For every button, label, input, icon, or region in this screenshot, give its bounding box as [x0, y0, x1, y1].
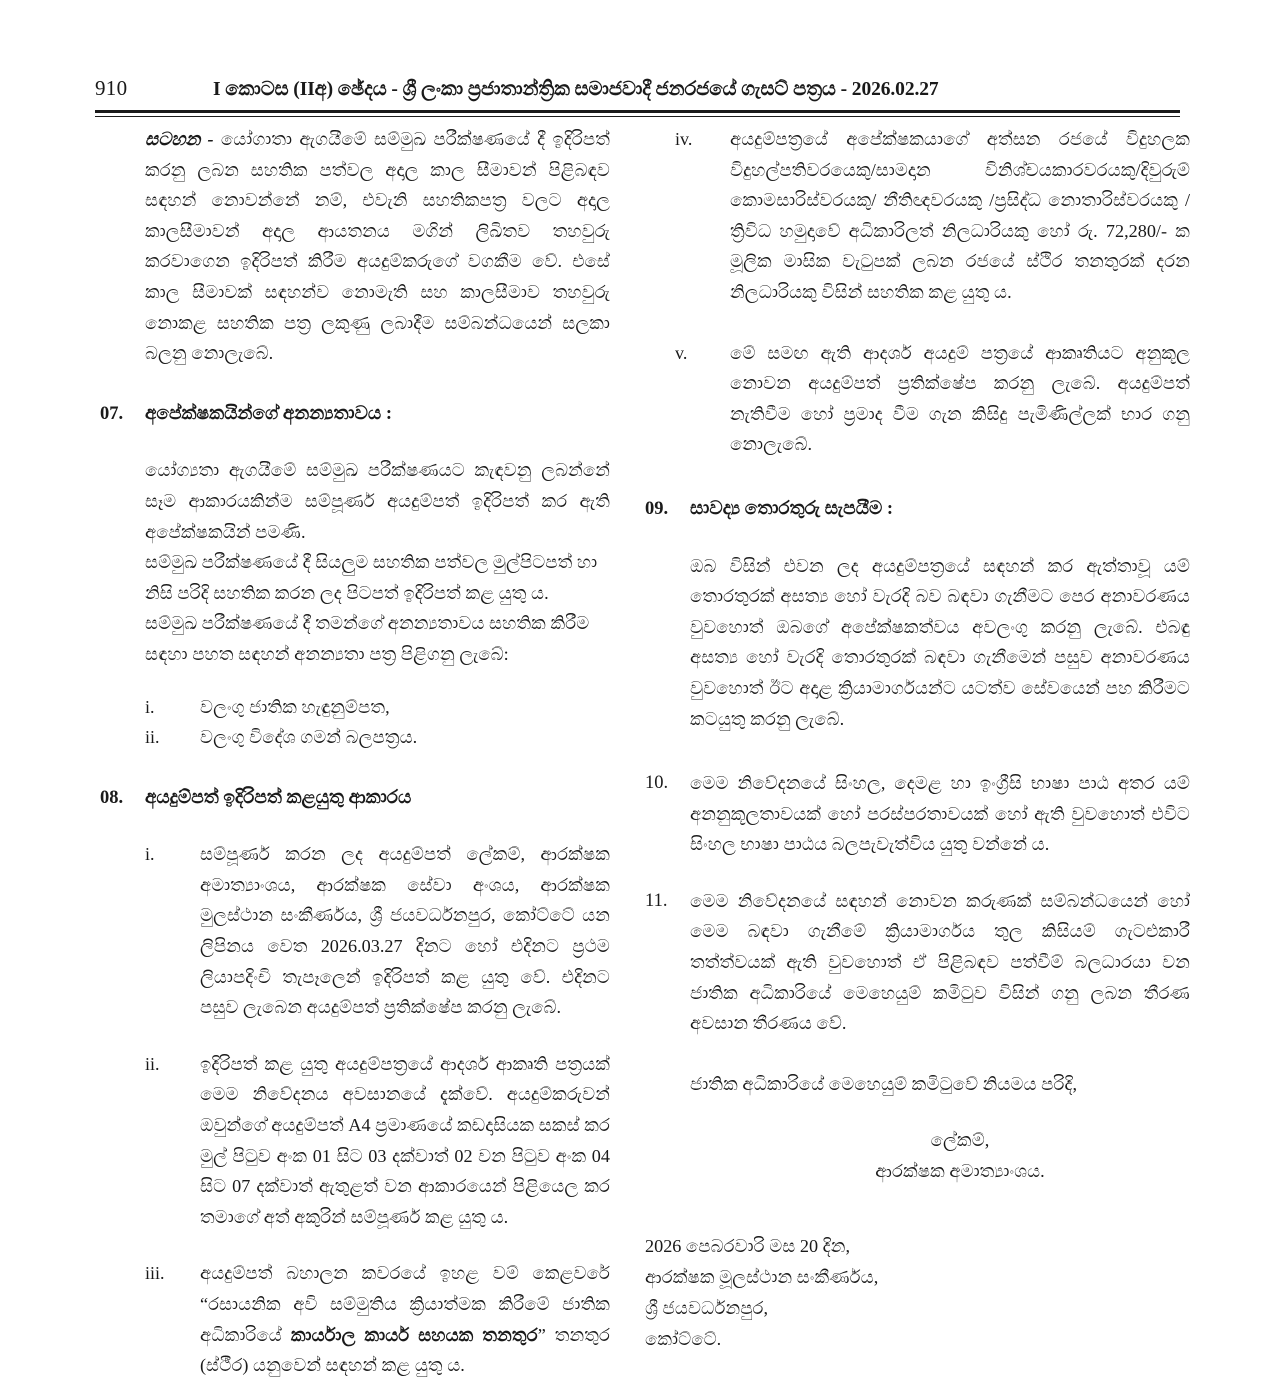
page-title: I කොටස (IIඅ) ඡේදය - ශ්‍රී ලංකා ප්‍රජාතාන්ත්‍රික සමාජවාදී ජනරජයේ ගැසට් පත්‍රය - 2026.02.27 — [213, 79, 939, 100]
signatory-title: ලේකම්, — [930, 1130, 990, 1151]
section-08-item-1-marker: i. — [145, 844, 155, 865]
right-column — [645, 124, 1190, 1355]
signatory-ministry: ආරක්ෂක අමාත්‍යාංශය. — [875, 1161, 1045, 1182]
address-line-4: කෝට්ටේ. — [645, 1328, 722, 1349]
section-08-heading — [100, 783, 610, 814]
header-rule-thin — [95, 116, 1180, 117]
section-11-number: 11. — [645, 890, 668, 911]
section-08-title: අයදුම්පත් ඉදිරිපත් කළයුතු ආකාරය — [145, 787, 412, 808]
section-07-number: 07. — [100, 403, 124, 424]
section-07-heading — [100, 399, 610, 430]
section-07-paragraph-3: සම්මුඛ පරීක්ෂණයේ දී තමන්ගේ අනන්‍යතාවය සහතික කිරීම සඳහා පහත සඳහන් අනන්‍යතා පත්‍ර පිළිගනු ලැබේ: — [145, 613, 590, 664]
list-item — [100, 1258, 610, 1380]
section-08-item-4-text: අයදුම්පත්‍රයේ අපේක්ෂකයාගේ අත්සන රජයේ විදුහලක විදුහල්පතිවරයෙකු/සාමදාන විනිශ්චයකාරවරයකු/දිවුරුම් කොමසාරිස්වරයකු/ නීතිඥවරයකු /ප්‍රසිද්ධ නොතාරිස්වරයකු / ත්‍රිවිධ හමුදාවේ අධිකාරිලත් නිලධාරියකු හෝ රු. 72,280/- ක මූලික මාසික වැටුපක් ලබන රජයේ ස්ථිර තනතුරක් දරන නිලධාරියකු විසින් සහතික කළ යුතු ය. — [730, 129, 1190, 302]
closing-line: ජාතික අධිකාරියේ මෙහෙයුම් කමිටුවේ නියමය පරිදි, — [690, 1073, 1078, 1094]
section-08-item-4-marker: iv. — [675, 129, 693, 149]
section-11-block — [645, 886, 1190, 1039]
item-3-post-title: කාර්යාල කාර්ය සහයක තනතුර — [290, 1324, 538, 1345]
list-item — [100, 692, 610, 723]
signature-block — [795, 1125, 1125, 1186]
header-rule-thick — [95, 110, 1180, 113]
section-08-number: 08. — [100, 787, 124, 808]
note-lead-label: සටහන - — [145, 129, 221, 149]
section-09-title: සාවද්‍ය තොරතුරු සැපයීම : — [690, 498, 894, 519]
section-08-item-3-marker: iii. — [145, 1263, 165, 1284]
page-header — [95, 76, 1185, 106]
item-3-quote-close: ” — [537, 1324, 546, 1345]
section-07-item-2-marker: ii. — [145, 727, 160, 748]
section-07-paragraph-1: යෝග්‍යතා ඇගයීමේ සම්මුඛ පරීක්ෂණයට කැඳවනු ලබන්නේ සෑම ආකාරයකින්ම සම්පූර්ණ අයදුම්පත් ඉදිරිපත් කර ඇති අපේක්ෂකයින් පමණි. — [145, 460, 610, 542]
section-10-number: 10. — [645, 773, 669, 794]
list-item — [100, 1049, 610, 1233]
section-07-title: අපේක්ෂකයින්ගේ අනන්‍යතාවය : — [145, 403, 392, 424]
section-08-item-3-text — [200, 1258, 610, 1380]
section-07-paragraph-2: සම්මුඛ පරීක්ෂණයේ දී සියලුම සහතික පත්වල මුල්පිටපත් හා නිසි පරිදි සහතික කරන ලද පිටපත් ඉදිරිපත් කළ යුතු ය. — [145, 552, 598, 603]
section-09-paragraph: ඔබ විසින් එවන ලද අයදුම්පත්‍රයේ සඳහන් කර ඇත්තාවූ යම් තොරතුරක් අසත්‍ය හෝ වැරදි බව බඳවා ගැනීමට පෙර අනාවරණය වුවහොත් ඔබගේ අපේක්ෂකත්වය අවලංගු කරනු ලැබේ. එබඳු අසත්‍ය හෝ වැරදි තොරතුරක් බඳවා ගැනීමෙන් පසුව අනාවරණය වුවහොත් ඊට අදාළ ක්‍රියාමාර්ගයන්ට යටත්ව සේවයෙන් පහ කිරීමට කටයුතු කරනු ලැබේ. — [690, 555, 1190, 729]
list-item — [100, 839, 610, 1023]
section-08-item-5-marker: v. — [675, 342, 688, 363]
section-09-number: 09. — [645, 498, 669, 519]
item-3-part-1: අයදුම්පත් බහාලන කවරයේ ඉහළ වම් කෙළවරේ — [200, 1263, 610, 1284]
note-body: යෝගාතා ඇගයීමේ සම්මුඛ පරීක්ෂණයේ දී ඉදිරිපත් කරනු ලබන සහතික පත්වල අදාල කාල සීමාවන් පිළිබඳව සඳහන් නොවන්නේ නම්, එවැනි සහතිකපත්‍ර වලට අදාල කාලසීමාවන් අදාල ආයතනය මගින් ලිඛිතව තහවුරු කරවාගෙන ඉදිරිපත් කිරීම අයදුම්කරුගේ වගකීම වේ. එසේ කාල සීමාවක් සඳහන්ව නොමැති සහ කාලසීමාව තහවුරු නොකළ සහතික පත්‍ර ලකුණු ලබාදීම සම්බන්ධයෙන් සලකා බලනු නොලැබේ. — [145, 129, 610, 364]
address-line-3: ශ්‍රී ජයවර්ධනපුර, — [645, 1297, 769, 1318]
section-08-item-2-marker: ii. — [145, 1053, 160, 1074]
address-block — [645, 1231, 1190, 1355]
address-date: 2026 පෙබරවාරි මස 20 දින, — [645, 1235, 851, 1256]
section-07-item-1-marker: i. — [145, 696, 155, 717]
section-07-item-2-text: වලංගු විදේශ ගමන් බලපත්‍රය. — [200, 727, 418, 748]
section-11-text: මෙම නිවේදනයේ සඳහන් නොවන කරුණක් සම්බන්ධයෙන් හෝ මෙම බඳවා ගැනීමේ ක්‍රියාමාර්ගය තුල කිසියම් ගැටළුකාරී තත්ත්වයක් ඇති වුවහොත් ඒ පිළිබඳව පත්වීම් බලධාරයා වන ජාතික අධිකාරියේ මෙහෙයුම් කමිටුව විසින් ගනු ලබන තීරණ අවසාන තීරණය වේ. — [690, 890, 1190, 1034]
list-item — [645, 124, 1190, 308]
section-10-text: මෙම නිවේදනයේ සිංහල, දෙමළ හා ඉංග්‍රීසි භාෂා පාඨ අතර යම් අනනුකූලතාවයක් හෝ පරස්පරතාවයක් හෝ ඇති වුවහොත් එවිට සිංහල භාෂා පාඨය බලපැවැත්විය යුතු වන්නේ ය. — [690, 773, 1190, 855]
item-3-quote-open: “රසායනික අවි සම්මුතිය ක්‍රියාත්මක කිරීමේ ජාතික අධිකාරියේ — [200, 1294, 610, 1345]
section-08-item-1-text: සම්පූර්ණ කරන ලද අයදුම්පත් ලේකම්, ආරක්ෂක අමාත්‍යාංශය, ආරක්ෂක සේවා අංශය, ආරක්ෂක මුලස්ථාන සංකීර්ණය, ශ්‍රී ජයවර්ධනපුර, කෝට්ටේ යන ලිපිනය වෙත 2026.03.27 දිනට හෝ එදිනට ප්‍රථම ලියාපදිංචි තැපෑලෙන් ඉදිරිපත් කළ යුතු වේ. එදිනට පසුව ලැබෙන අයදුම්පත් ප්‍රතික්ෂේප කරනු ලැබේ. — [200, 844, 610, 1018]
section-09-heading — [645, 494, 1190, 525]
note-paragraph — [145, 124, 610, 369]
list-item — [100, 722, 610, 753]
section-08-item-5-text: මේ සමඟ ඇති ආදර්ශ අයදුම් පත්‍රයේ ආකෘතියට අනුකූල නොවන අයදුම්පත් ප්‍රතික්ෂේප කරනු ලැබේ. අයදුම්පත් නැතිවීම හෝ ප්‍රමාද වීම ගැන කිසිදු පැමිණිල්ලක් භාර ගනු නොලැබේ. — [730, 342, 1190, 455]
list-item — [645, 338, 1190, 460]
section-07-item-1-text: වලංගු ජාතික හැඳුනුම්පත, — [200, 696, 390, 717]
item-3-part-2: තනතුර (ස්ථීර) යනුවෙන් සඳහන් කළ යුතු ය. — [200, 1324, 610, 1376]
section-08-item-2-text: ඉදිරිපත් කළ යුතු අයදුම්පත්‍රයේ ආදර්ශ ආකෘති පත්‍රයක් මෙම නිවේදනය අවසානයේ දැක්වේ. අයදුම්කරුවන් ඔවුන්ගේ අයදුම්පත් A4 ප්‍රමාණයේ කඩදාසියක සකස් කර මුල් පිටුව අංක 01 සිට 03 දක්වාත් 02 වන පිටුව අංක 04 සිට 07 දක්වාත් ඇතුළත් වන ආකාරයෙන් පිළියෙල කර තමාගේ අත් අකුරින් සම්පූර්ණ කළ යුතු ය. — [200, 1053, 610, 1227]
page-number: 910 — [95, 76, 128, 100]
address-line-2: ආරක්ෂක මූලස්ථාන සංකීර්ණය, — [645, 1266, 879, 1287]
left-column — [100, 124, 610, 1381]
section-10-block — [645, 768, 1190, 860]
